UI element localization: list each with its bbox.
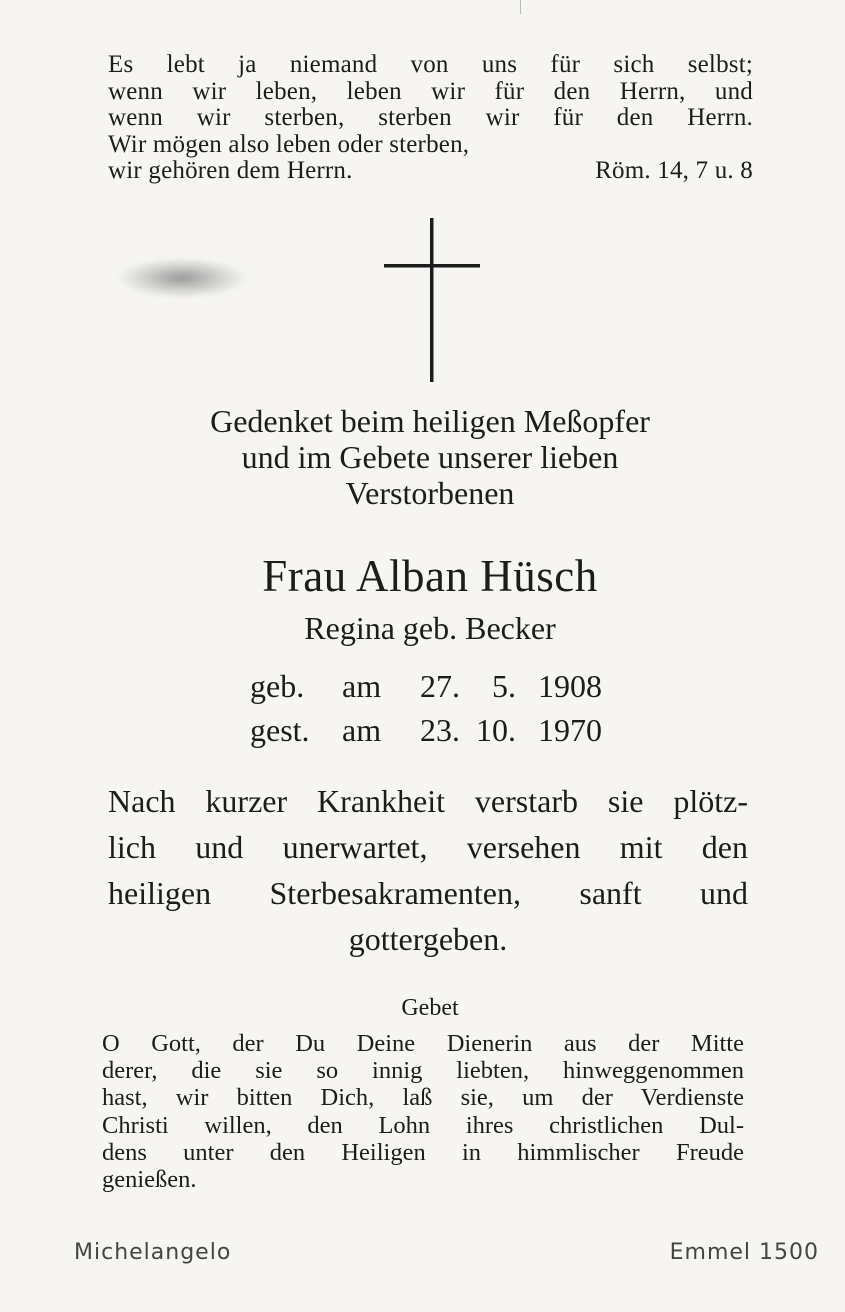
death-label: gest. (250, 712, 310, 748)
prayer-text (102, 1030, 744, 1193)
remembrance-intro (100, 403, 760, 511)
death-day: 23. (420, 712, 460, 748)
intro-line-3: Verstorbenen (345, 475, 515, 511)
death-date-row (250, 708, 630, 752)
intro-line-1: Gedenket beim heiligen Meßopfer (210, 403, 650, 439)
birth-label: geb. (250, 668, 305, 704)
obituary-line-2: lich und unerwartet, versehen mit den (108, 829, 748, 865)
birth-year: 1908 (538, 668, 602, 704)
verse-line-1: Es lebt ja niemand von uns für sich selbst; (108, 51, 753, 78)
verse-line-3: wenn wir sterben, sterben wir für den Herrn. (108, 104, 753, 131)
verse-line-2: wenn wir leben, leben wir für den Herrn, und (108, 77, 753, 105)
ink-smudge (118, 258, 246, 298)
verse-line-5 (108, 158, 753, 185)
maiden-name: Regina geb. Becker (304, 610, 556, 646)
verse-last-text: wir gehören dem Herrn. (108, 157, 353, 184)
deceased-name: Frau Alban Hüsch (262, 551, 598, 601)
verse-line-4: Wir mögen also leben oder sterben, (108, 130, 470, 158)
death-am: am (342, 712, 382, 748)
prayer-line-2: derer, die sie so innig liebten, hinweggenommen (102, 1057, 744, 1085)
prayer-line-3: hast, wir bitten Dich, laß sie, um der Verdienste (102, 1084, 744, 1112)
intro-line-2: und im Gebete unserer lieben (241, 439, 619, 475)
death-month: 10. (476, 712, 516, 748)
birth-month: 5. (492, 668, 516, 704)
prayer-line-5: dens unter den Heiligen in himmlischer Freude (102, 1138, 744, 1166)
print-number: Emmel 1500 (669, 1240, 819, 1265)
prayer-line-1: O Gott, der Du Deine Dienerin aus der Mitte (102, 1030, 744, 1057)
verse-reference: Röm. 14, 7 u. 8 (595, 157, 753, 184)
obituary-line-3: heiligen Sterbesakramenten, sanft und (108, 875, 748, 911)
edge-mark (520, 0, 521, 14)
obituary-line-1: Nach kurzer Krankheit verstarb sie plötz- (108, 783, 748, 819)
bible-verse (108, 52, 753, 185)
birth-date-row (250, 664, 630, 708)
obituary-text (108, 778, 748, 962)
prayer-line-6: genießen. (102, 1166, 197, 1194)
prayer-line-4: Christi willen, den Lohn ihres christlichen Dul- (102, 1111, 744, 1139)
latin-cross-icon (384, 218, 480, 382)
life-dates (250, 664, 630, 752)
prayer-title: Gebet (401, 995, 459, 1021)
obituary-line-4: gottergeben. (348, 921, 508, 957)
death-year: 1970 (538, 712, 602, 748)
birth-day: 27. (420, 668, 460, 704)
birth-am: am (342, 668, 382, 704)
artist-credit: Michelangelo (74, 1240, 232, 1265)
